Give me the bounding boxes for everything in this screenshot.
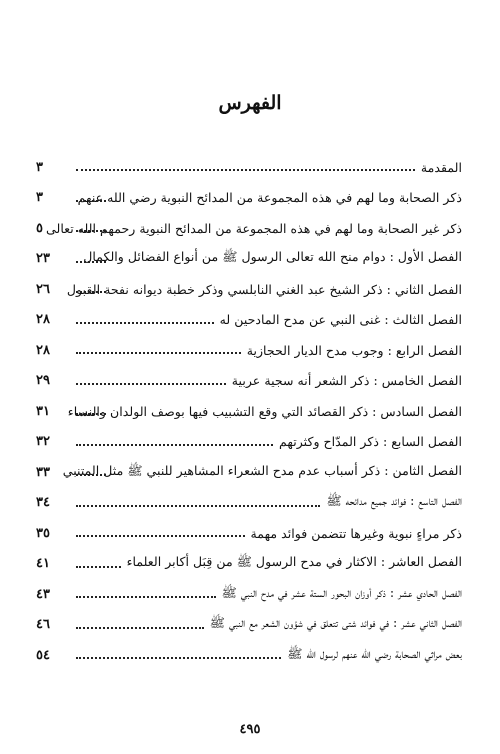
- dot-leader: [76, 352, 241, 354]
- dot-leader: [76, 169, 415, 171]
- dot-leader: [76, 657, 281, 659]
- toc-entry: [36, 335, 462, 366]
- toc-entry-title: الفصل الثامن : ذكر أسباب عدم مدح الشعراء المشاهير للنبي ﷺ مثل المتنبي: [62, 462, 462, 478]
- toc-entry-page-number: ٣: [36, 190, 43, 206]
- toc-entry-title: الفصل الثاني : ذكر الشيخ عبد الغني النابلسي وذكر خطبة ديوانه نفحة القبول: [66, 281, 462, 297]
- dot-leader: [76, 505, 320, 507]
- toc-entry-title: الفصل السابع : ذكر المدّاح وكثرتهم: [279, 434, 462, 450]
- dot-leader: [76, 627, 204, 629]
- toc-entry-page-number: ٣١: [36, 403, 50, 419]
- toc-entry-page-number: ٣: [36, 159, 43, 175]
- toc-entry-title: الفصل العاشر : الاكثار في مدح الرسول ﷺ من قِبَل أكابر العلماء: [126, 554, 462, 570]
- toc-entry-title: الفصل السادس : ذكر القصائد التي وقع التشبيب فيها بوصف الولدان والنساء: [67, 403, 462, 419]
- dot-leader: [76, 322, 214, 324]
- toc-entry-title: الفصل الثالث : غنى النبي عن مدح المادحين له: [219, 312, 462, 328]
- toc-entry: [36, 305, 462, 336]
- toc-entry-page-number: ٣٣: [36, 464, 50, 480]
- toc-entry-title: الفصل الخامس : ذكر الشعر أنه سجية عربية: [231, 373, 462, 389]
- toc-entry-page-number: ٢٣: [36, 251, 50, 267]
- toc-entry-page-number: ٤١: [36, 556, 50, 572]
- toc-entry-title: ذكر الصحابة وما لهم في هذه المجموعة من المدائح النبوية رضي الله عنهم: [77, 190, 462, 206]
- dot-leader: [76, 230, 106, 232]
- dot-leader: [76, 413, 106, 415]
- toc-entry: [36, 518, 462, 549]
- toc-entry: [36, 427, 462, 458]
- dot-leader: [76, 596, 216, 598]
- page-title: الفهرس: [218, 92, 282, 114]
- toc-entry: [36, 366, 462, 397]
- toc-entry-title: الفصل التاسع : فوائد جميع مدائحه ﷺ: [326, 493, 462, 509]
- toc-entry: [36, 152, 462, 183]
- toc-entry-page-number: ٢٨: [36, 312, 50, 328]
- table-of-contents: [36, 152, 462, 671]
- toc-entry-page-number: ٢٦: [36, 281, 50, 297]
- toc-entry: [36, 488, 462, 519]
- page-number: ٤٩٥: [239, 722, 261, 737]
- toc-entry: [36, 640, 462, 671]
- toc-entry-page-number: ٢٨: [36, 342, 50, 358]
- toc-entry-page-number: ٤٦: [36, 617, 50, 633]
- toc-entry-title: الفصل الرابع : وجوب مدح الديار الحجازية: [246, 342, 462, 358]
- toc-entry: [36, 610, 462, 641]
- toc-entry-page-number: ٥٤: [36, 647, 50, 663]
- toc-entry-page-number: ٣٤: [36, 495, 50, 511]
- toc-entry: [36, 549, 462, 580]
- dot-leader: [76, 535, 245, 537]
- dot-leader: [76, 566, 121, 568]
- toc-entry-title: بعض مراثي الصحابة رضي الله عنهم لرسول الله ﷺ: [287, 645, 462, 661]
- toc-entry-title: الفصل الأول : دوام منح الله تعالى الرسول ﷺ من أنواع الفضائل والكمال: [83, 249, 462, 265]
- toc-entry-title: الفصل الحادي عشر : ذكر أوزان البحور الستة عشر في مدح النبي ﷺ: [221, 584, 462, 600]
- dot-leader: [76, 383, 226, 385]
- dot-leader: [76, 444, 273, 446]
- toc-entry-page-number: ٣٥: [36, 525, 50, 541]
- toc-entry-title: الفصل الثاني عشر : في فوائد شتى تتعلق في شؤون الشعر مع النبي ﷺ: [209, 615, 462, 631]
- toc-entry-page-number: ٥: [36, 220, 43, 236]
- dot-leader: [76, 474, 106, 476]
- toc-entry-title: المقدمة: [420, 159, 462, 175]
- toc-entry: [36, 244, 462, 275]
- toc-entry: [36, 396, 462, 427]
- toc-entry: [36, 274, 462, 305]
- toc-entry-page-number: ٣٢: [36, 434, 50, 450]
- toc-entry: [36, 457, 462, 488]
- toc-entry: [36, 183, 462, 214]
- toc-entry-title: ذكر غير الصحابة وما لهم في هذه المجموعة من المدائح النبوية رحمهم الله تعالى: [46, 220, 462, 236]
- dot-leader: [76, 200, 106, 202]
- dot-leader: [76, 261, 106, 263]
- toc-entry-page-number: ٢٩: [36, 373, 50, 389]
- toc-entry-page-number: ٤٣: [36, 586, 50, 602]
- toc-entry: [36, 579, 462, 610]
- dot-leader: [76, 291, 106, 293]
- toc-entry-title: ذكر مراءٍ نبوية وغيرها تتضمن فوائد مهمة: [250, 525, 462, 541]
- toc-entry: [36, 213, 462, 244]
